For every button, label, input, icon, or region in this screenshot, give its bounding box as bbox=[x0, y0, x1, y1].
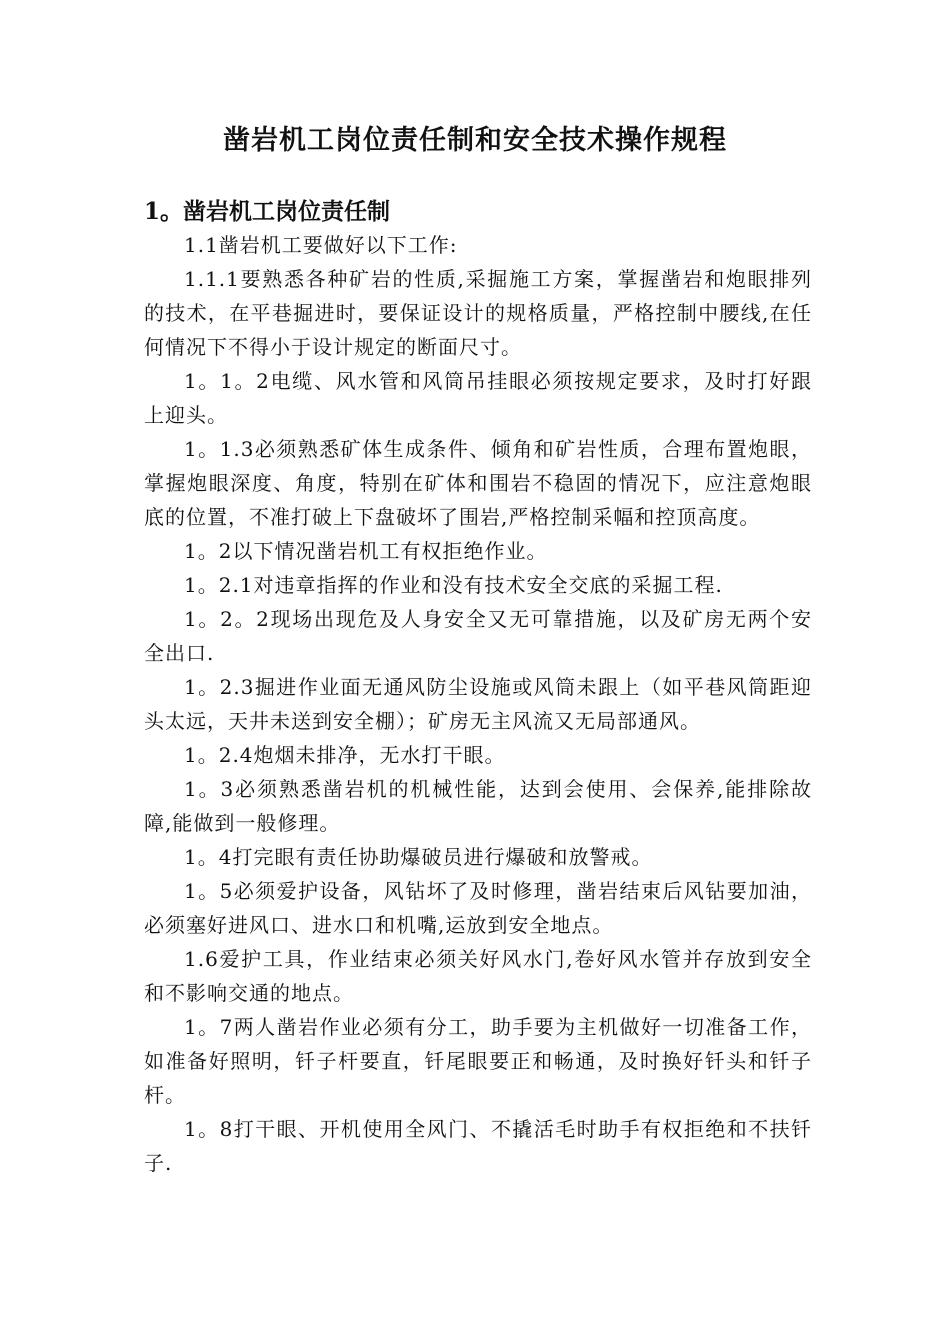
paragraph-1-3: 1。3必须熟悉凿岩机的机械性能，达到会使用、会保养,能排除故障,能做到一般修理。 bbox=[144, 777, 812, 835]
paragraph-1-8: 1。8打干眼、开机使用全风门、不撬活毛时助手有权拒绝和不扶钎子. bbox=[144, 1117, 812, 1175]
paragraph-1-1-3: 1。1.3必须熟悉矿体生成条件、倾角和矿岩性质，合理布置炮眼，掌握炮眼深度、角度，特别在矿体和围岩不稳固的情况下，应注意炮眼底的位置，不准打破上下盘破坏了围岩,严格控制采幅和控顶高度。 bbox=[144, 437, 812, 529]
section-heading: 1。凿岩机工岗位责任制 bbox=[144, 198, 391, 225]
paragraph-1-2-1: 1。2.1对违章指挥的作业和没有技术安全交底的采掘工程. bbox=[184, 573, 723, 597]
paragraph-1-1-2: 1。1。2电缆、风水管和风筒吊挂眼必须按规定要求，及时打好跟上迎头。 bbox=[144, 369, 812, 427]
paragraph-1-2-4: 1。2.4炮烟未排净，无水打干眼。 bbox=[184, 743, 506, 767]
body-text bbox=[144, 228, 812, 1180]
paragraph-1-2: 1。2以下情况凿岩机工有权拒绝作业。 bbox=[184, 539, 548, 563]
paragraph-1-1-1: 1.1.1要熟悉各种矿岩的性质,采掘施工方案，掌握凿岩和炮眼排列的技术，在平巷掘进时，要保证设计的规格质量，严格控制中腰线,在任何情况下不得小于设计规定的断面尺寸。 bbox=[144, 267, 812, 359]
paragraph-1-1: 1.1凿岩机工要做好以下工作: bbox=[184, 233, 458, 257]
paragraph-1-7: 1。7两人凿岩作业必须有分工，助手要为主机做好一切准备工作，如准备好照明，钎子杆要直，钎尾眼要正和畅通，及时换好钎头和钎子杆。 bbox=[144, 1015, 812, 1107]
paragraph-1-5: 1。5必须爱护设备，风钻坏了及时修理，凿岩结束后风钻要加油，必须塞好进风口、进水口和机嘴,运放到安全地点。 bbox=[144, 879, 812, 937]
paragraph-1-4: 1。4打完眼有责任协助爆破员进行爆破和放警戒。 bbox=[184, 845, 653, 869]
page-title: 凿岩机工岗位责任制和安全技术操作规程 bbox=[223, 125, 727, 156]
paragraph-1-2-3: 1。2.3掘进作业面无通风防尘设施或风筒未跟上（如平巷风筒距迎头太远，天井未送到安全棚）；矿房无主风流又无局部通风。 bbox=[144, 675, 812, 733]
paragraph-1-6: 1.6爱护工具，作业结束必须关好风水门,卷好风水管并存放到安全和不影响交通的地点。 bbox=[144, 947, 812, 1005]
paragraph-1-2-2: 1。2。2现场出现危及人身安全又无可靠措施，以及矿房无两个安全出口. bbox=[144, 607, 812, 665]
